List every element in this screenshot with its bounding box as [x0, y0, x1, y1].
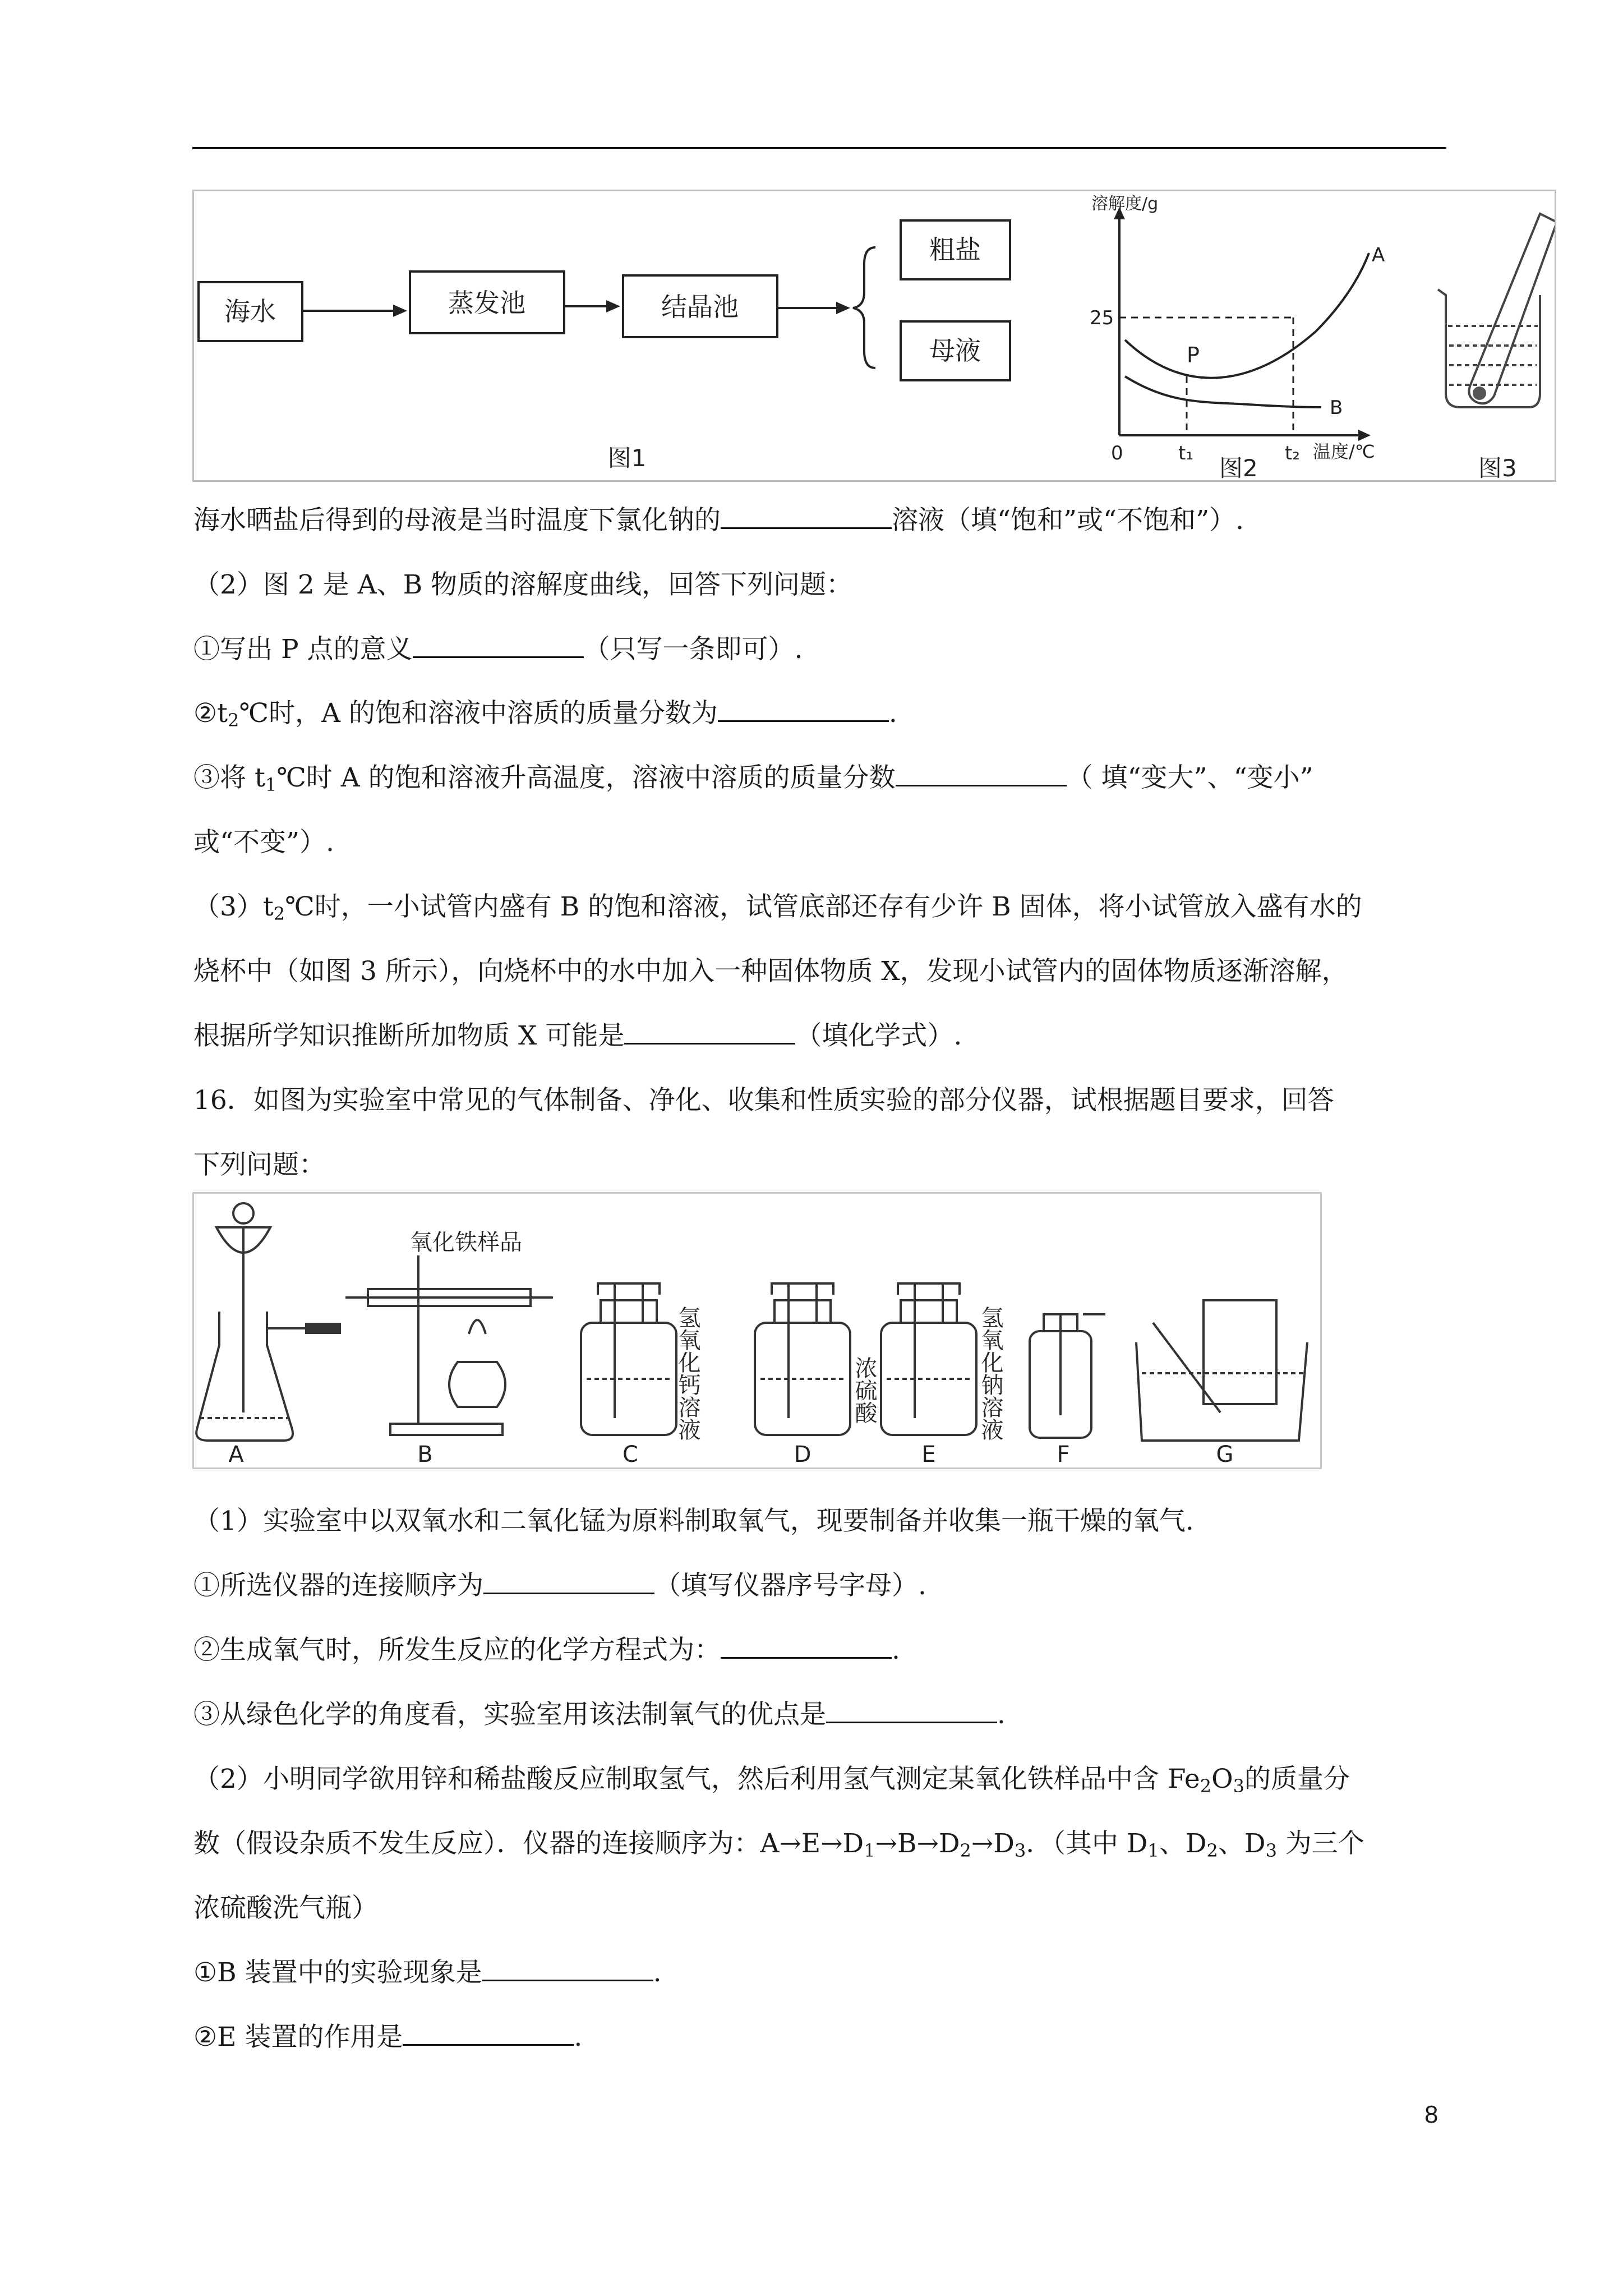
burner-b [449, 1362, 505, 1407]
y-label: 溶解度/g [1091, 194, 1159, 214]
question-3-line-3: 根据所学知识推断所加物质 X 可能是 （填化学式）. [193, 1020, 962, 1051]
x-tick-0: 0 [1111, 442, 1123, 464]
question-16-line-2: 下列问题： [193, 1149, 325, 1180]
vertical-reagent-labels [675, 1306, 1003, 1441]
q16-part2-line1: （2）小明同学欲用锌和稀盐酸反应制取氢气，然后利用氢气测定某氧化铁样品中含 $Fe_2O_3$的质量分 [193, 1764, 1350, 1797]
line-mother-liquor: 海水晒盐后得到的母液是当时温度下氯化钠的 溶液（填“饱和”或“不饱和”）. [193, 505, 1244, 536]
line-raise-temp: ③将 $t_1℃$时 A 的饱和溶液升高温度，溶液中溶质的质量分数 （ 填“变大”、“变小” [193, 762, 1313, 795]
reagent-c-label: 氢氧化钙溶液 [675, 1306, 700, 1441]
figure-apparatus-svg [194, 1194, 1320, 1467]
curve-a [1125, 253, 1369, 378]
test-tube [1469, 214, 1555, 403]
q16-b-phenomenon: ①B 装置中的实验现象是 . [193, 1957, 662, 1988]
figure-top-frame [192, 190, 1556, 482]
q16-part2-line2: 数（假设杂质不发生反应）．仪器的连接顺序为：$A\to E\to D_1\to B\to D_2\to D_3$．（其中 $D_1$、$D_2$、$D_3$ 为三个 [193, 1828, 1364, 1861]
x-tick-t1: t₁ [1178, 442, 1193, 464]
curve-b-label: B [1330, 397, 1343, 419]
answer-blank[interactable] [482, 1957, 653, 1981]
point-p-label: P [1187, 343, 1200, 367]
q16-part1-intro: （1）实验室中以双氧水和二氧化锰为原料制取氧气，现要制备并收集一瓶干燥的氧气. [193, 1506, 1194, 1536]
q16-part2-line3: 浓硫酸洗气瓶） [193, 1893, 378, 1924]
answer-blank[interactable] [624, 1020, 795, 1045]
fig2-caption: 图2 [1219, 454, 1258, 480]
reagent-d-label: 浓硫酸 [851, 1356, 877, 1424]
question-16-line-1: 16．如图为实验室中常见的气体制备、净化、收集和性质实验的部分仪器，试根据题目要求，回答 [193, 1085, 1334, 1116]
figure-top-svg [194, 191, 1555, 480]
line-mass-fraction: $②t_2℃$时，A 的饱和溶液中溶质的质量分数为 . [193, 698, 897, 731]
curve-a-label: A [1372, 244, 1385, 266]
question-2-intro: （2）图 2 是 A、B 物质的溶解度曲线，回答下列问题： [193, 569, 853, 600]
letter-b: B [417, 1442, 433, 1467]
letter-e: E [921, 1442, 936, 1467]
question-3-line-1: $(3)t_2℃$时，一小试管内盛有 B 的饱和溶液，试管底部还存有少许 B 固体，将小试管放入盛有水的 [193, 891, 1362, 924]
letter-d: D [794, 1442, 811, 1467]
q16-equation: ②生成氧气时，所发生反应的化学方程式为： . [193, 1635, 900, 1665]
letter-c: C [623, 1442, 638, 1467]
x-tick-t2: t₂ [1285, 442, 1300, 464]
flask-a [196, 1312, 293, 1441]
answer-blank[interactable] [413, 634, 584, 658]
q16-e-purpose: ②E 装置的作用是 . [193, 2022, 583, 2053]
box-crystallization-label: 结晶池 [661, 292, 739, 322]
answer-blank[interactable] [403, 2022, 574, 2046]
answer-blank[interactable] [483, 1570, 654, 1594]
answer-blank[interactable] [721, 505, 892, 529]
trough-g [1136, 1342, 1307, 1441]
q16-connection-order: ①所选仪器的连接顺序为 （填写仪器序号字母）. [193, 1570, 926, 1601]
curve-b [1125, 376, 1321, 407]
question-3-line-2: 烧杯中（如图 3 所示），向烧杯中的水中加入一种固体物质 X，发现小试管内的固体物质逐渐溶解， [193, 956, 1348, 987]
beaker [1438, 289, 1540, 407]
line-unchanged: 或“不变”）. [193, 827, 334, 858]
sample-label: 氧化铁样品 [410, 1230, 522, 1255]
answer-blank[interactable] [896, 762, 1067, 786]
box-mother-liquor-label: 母液 [929, 335, 981, 366]
box-seawater-label: 海水 [224, 296, 276, 326]
reagent-e-label: 氢氧化钠溶液 [978, 1306, 1003, 1441]
box-evaporation-label: 蒸发池 [448, 288, 525, 318]
answer-blank[interactable] [721, 1635, 892, 1659]
y-tick-25: 25 [1090, 307, 1114, 329]
fig3-caption: 图3 [1478, 454, 1517, 480]
header-rule [192, 147, 1446, 149]
letter-f: F [1057, 1442, 1070, 1467]
fig1-caption: 图1 [607, 444, 647, 472]
letter-g: G [1216, 1442, 1234, 1467]
q16-advantage: ③从绿色化学的角度看，实验室用该法制氧气的优点是 . [193, 1699, 1006, 1730]
line-p-meaning: ①写出 P 点的意义 （只写一条即可）. [193, 634, 803, 665]
box-crude-salt-label: 粗盐 [929, 234, 981, 265]
letter-a: A [228, 1442, 244, 1467]
x-label: 温度/℃ [1313, 441, 1375, 462]
page-number: 8 [1424, 2101, 1438, 2128]
answer-blank[interactable] [826, 1699, 997, 1723]
figure-apparatus-frame [192, 1192, 1322, 1469]
answer-blank[interactable] [718, 698, 889, 722]
